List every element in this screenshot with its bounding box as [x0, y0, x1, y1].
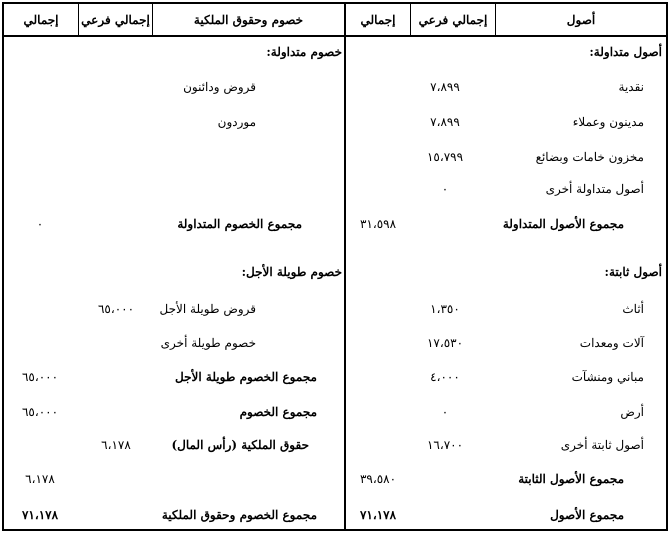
asset-item-value: ٠ [441, 405, 449, 419]
header-assets-subtotal: إجمالي فرعي [418, 12, 488, 27]
liab-item-value: ٦٥،٠٠٠ [97, 302, 135, 316]
assets-grand-total-label: مجموع الأصول [550, 508, 624, 522]
header-liab-total: إجمالي [23, 12, 59, 27]
equity-subtotal-value: ٦،١٧٨ [101, 438, 131, 452]
assets-fixed-total-label: مجموع الأصول الثابتة [518, 472, 624, 486]
liab-grand-total-label: مجموع الخصوم وحقوق الملكية [161, 508, 317, 522]
assets-current-title: أصول متداولة: [589, 45, 662, 59]
asset-item-value: ٧،٨٩٩ [430, 80, 460, 94]
asset-item-value: ١٧،٥٣٠ [426, 336, 464, 350]
asset-item-label: أصول متداولة أخرى [545, 182, 644, 196]
header-liabilities: خصوم وحقوق الملكية [193, 12, 304, 27]
asset-item-value: ٤،٠٠٠ [430, 370, 460, 384]
asset-item-value: ٧،٨٩٩ [430, 115, 460, 129]
assets-current-total-label: مجموع الأصول المتداولة [502, 217, 624, 231]
liab-item-label: قروض ودائنون [183, 80, 256, 94]
equity-total-value: ٦،١٧٨ [25, 472, 55, 486]
asset-item-label: أثاث [622, 302, 644, 316]
liab-current-total-value: ٠ [36, 217, 44, 231]
header-liab-subtotal: إجمالي فرعي [81, 12, 150, 27]
asset-item-label: أصول ثابتة أخرى [560, 438, 644, 452]
liab-current-title: خصوم متداولة: [266, 45, 342, 59]
equity-label: حقوق الملكية (رأس المال) [171, 438, 309, 452]
liab-total-value: ٦٥،٠٠٠ [21, 405, 59, 419]
liab-item-label: خصوم طويلة أخرى [160, 336, 256, 350]
liab-current-total-label: مجموع الخصوم المتداولة [177, 217, 302, 231]
liab-long-total-value: ٦٥،٠٠٠ [21, 370, 59, 384]
header-divider [2, 35, 668, 37]
asset-item-value: ١،٣٥٠ [430, 302, 460, 316]
asset-item-label: نقدية [618, 80, 644, 94]
header-assets: أصول [566, 12, 596, 27]
asset-item-label: مخزون خامات وبضائع [535, 150, 644, 164]
liab-long-total-label: مجموع الخصوم طويلة الأجل [175, 370, 317, 384]
assets-fixed-total-value: ٣٩،٥٨٠ [359, 472, 397, 486]
center-divider [344, 2, 346, 531]
assets-current-total-value: ٣١،٥٩٨ [359, 217, 397, 231]
header-assets-total: إجمالي [360, 12, 396, 27]
liab-long-title: خصوم طويلة الأجل: [241, 265, 342, 279]
asset-item-value: ١٦،٧٠٠ [426, 438, 464, 452]
liab-item-label: موردون [217, 115, 256, 129]
assets-fixed-title: أصول ثابتة: [604, 265, 662, 279]
liab-grand-total-value: ٧١،١٧٨ [21, 508, 59, 522]
asset-item-value: ٠ [441, 182, 449, 196]
asset-item-label: آلات ومعدات [579, 336, 644, 350]
asset-item-value: ١٥،٧٩٩ [426, 150, 464, 164]
liab-total-label: مجموع الخصوم [239, 405, 317, 419]
liab-item-label: قروض طويلة الأجل [159, 302, 256, 316]
asset-item-label: مباني ومنشآت [571, 370, 644, 384]
asset-item-label: أرض [620, 405, 644, 419]
assets-grand-total-value: ٧١،١٧٨ [359, 508, 397, 522]
asset-item-label: مدينون وعملاء [572, 115, 644, 129]
